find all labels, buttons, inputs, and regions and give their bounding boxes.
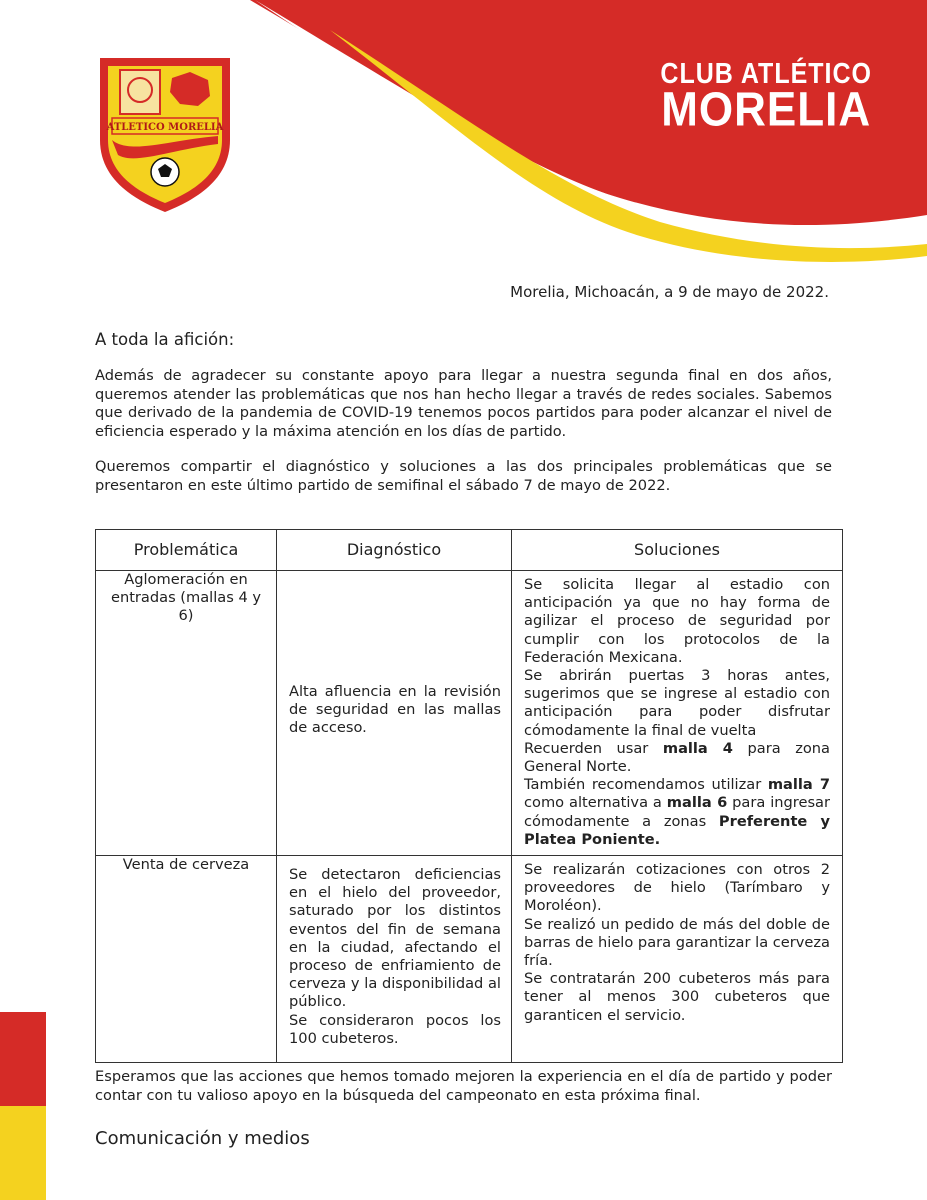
paragraph-diagnosis-intro: Queremos compartir el diagnóstico y soluciones a las dos principales problemáticas que se presentaron en este último partido de semifinal el sábado 7 de mayo de 2022. — [95, 458, 832, 494]
row2-diagnosis-1: Se detectaron deficiencias en el hielo del proveedor, saturado por los distintos eventos del fin de semana en la ciudad, afectando el proceso de enfriamiento de cerveza y la disponibilidad al público. — [289, 866, 501, 1011]
row2-diagnosis — [277, 856, 512, 1063]
header-soluciones: Soluciones — [512, 530, 843, 571]
row1-solutions — [512, 571, 843, 856]
paragraph-closing: Esperamos que las acciones que hemos tomado mejoren la experiencia en el día de partido y poder contar con tu valioso apoyo en la búsqueda del campeonato en esta próxima final. — [95, 1068, 832, 1104]
header-problematica: Problemática — [96, 530, 277, 571]
paragraph-intro: Además de agradecer su constante apoyo para llegar a nuestra segunda final en dos años, queremos atender las problemáticas que nos han hecho llegar a través de redes sociales. Sabemos que derivado de la pandemia de COVID-19 tenemos pocos partidos para poder alcanzar el nivel de eficiencia esperado y la máxima atención en los días de partido. — [95, 367, 832, 440]
brand-wordmark — [660, 57, 872, 137]
brand-line1: CLUB ATLÉTICO — [660, 57, 872, 91]
row1-solution-1: Se solicita llegar al estadio con anticipación ya que no hay forma de agilizar el proceso de seguridad por cumplir con los protocolos de la Federación Mexicana. — [524, 576, 830, 666]
svg-text:ATLETICO MORELIA: ATLETICO MORELIA — [106, 122, 224, 133]
letter-date: Morelia, Michoacán, a 9 de mayo de 2022. — [510, 283, 829, 301]
row1-s4-text-a: También recomendamos utilizar — [524, 776, 768, 794]
table-header-row — [96, 530, 843, 571]
row1-s4-bold-malla6: malla 6 — [666, 794, 728, 812]
table-row — [96, 571, 843, 856]
side-stripe-yellow — [0, 1106, 46, 1200]
row2-solution-2: Se realizó un pedido de más del doble de barras de hielo para garantizar la cerveza fría. — [524, 915, 830, 970]
row1-s3-bold-malla4: malla 4 — [662, 739, 733, 757]
row1-s4-bold-malla7: malla 7 — [767, 776, 830, 794]
brand-line2: MORELIA — [661, 82, 872, 137]
row1-problem: Aglomeración en entradas (mallas 4 y 6) — [96, 571, 277, 856]
section-title: Comunicación y medios — [95, 1128, 310, 1149]
header-diagnostico: Diagnóstico — [277, 530, 512, 571]
row1-s4-bold-zones: Preferente y Platea Poniente. — [524, 812, 830, 848]
row1-s3-text-a: Recuerden usar — [524, 739, 663, 757]
row2-solutions — [512, 856, 843, 1063]
row1-s4-text-c: como alternativa a — [524, 794, 667, 812]
row2-problem: Venta de cerveza — [96, 856, 277, 1063]
row2-solution-1: Se realizarán cotizaciones con otros 2 proveedores de hielo (Tarímbaro y Moroléon). — [524, 861, 830, 915]
side-stripe-red — [0, 1012, 46, 1106]
row1-solution-3 — [524, 740, 830, 776]
letter-greeting: A toda la afición: — [95, 330, 235, 349]
row1-s3-text-c: para zona General Norte. — [524, 739, 830, 776]
row1-s4-text-e: para ingresar cómodamente a zonas — [524, 794, 830, 830]
club-crest-logo — [90, 40, 240, 215]
row1-solution-4 — [524, 776, 830, 849]
row1-solution-2: Se abrirán puertas 3 horas antes, sugerimos que se ingrese al estadio con anticipación para poder disfrutar cómodamente la final de vuelta — [524, 667, 830, 739]
row2-solution-3: Se contratarán 200 cubeteros más para tener al menos 300 cubeteros que garanticen el servicio. — [524, 970, 830, 1024]
issues-table — [95, 529, 843, 1063]
table-row — [96, 856, 843, 1063]
row1-diagnosis-text: Alta afluencia en la revisión de seguridad en las mallas de acceso. — [289, 682, 501, 737]
row2-diagnosis-2: Se consideraron pocos los 100 cubeteros. — [289, 1011, 501, 1047]
row1-diagnosis — [277, 571, 512, 856]
